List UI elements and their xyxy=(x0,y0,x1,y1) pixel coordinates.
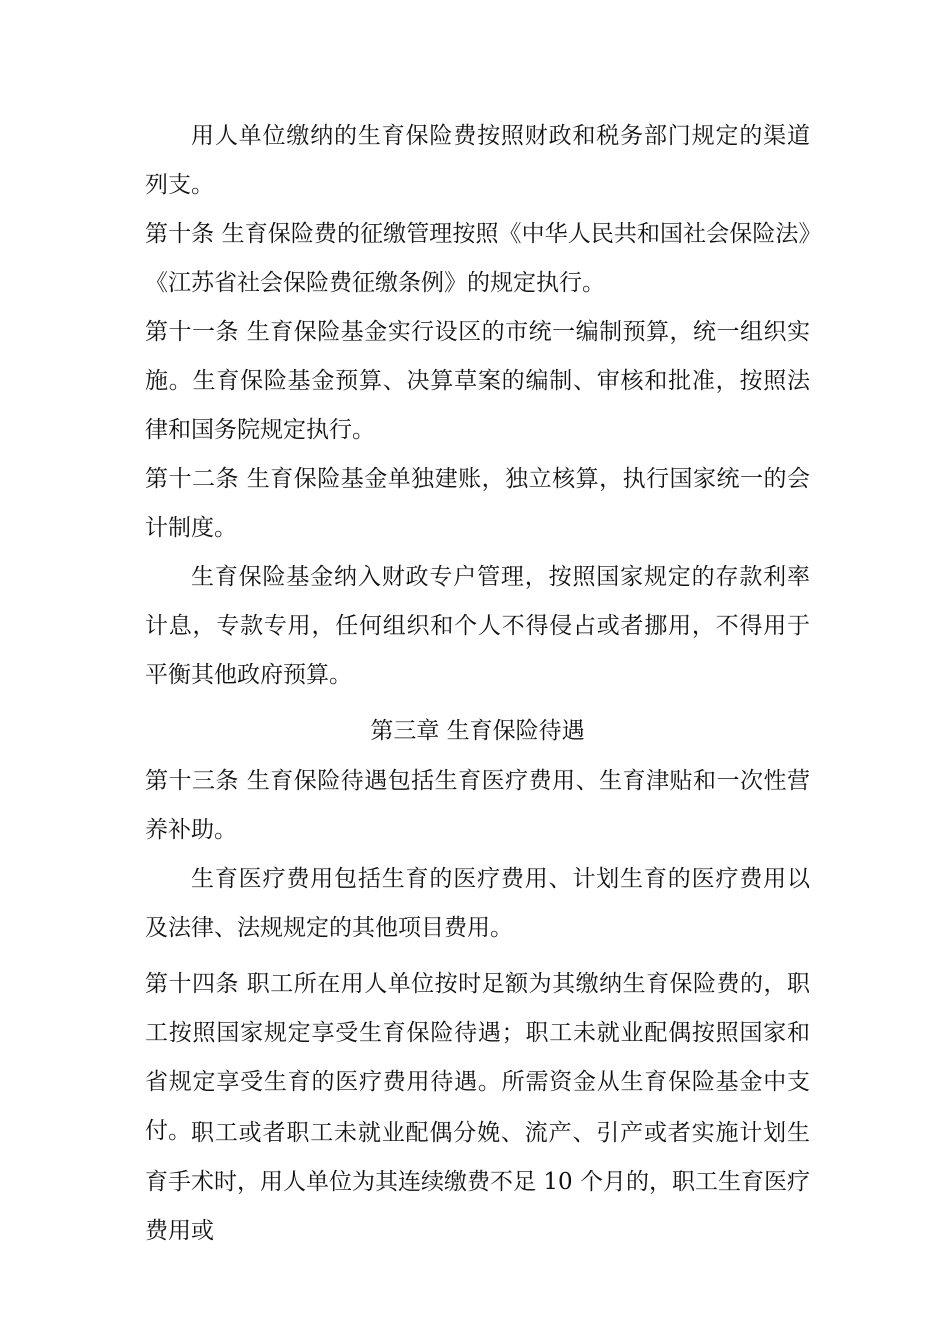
paragraph-medical-expenses: 生育医疗费用包括生育的医疗费用、计划生育的医疗费用以及法律、法规规定的其他项目费用。 xyxy=(145,866,810,941)
article-10: 第十条 生育保险费的征缴管理按照《中华人民共和国社会保险法》《江苏省社会保险费征缴条例》的规定执行。 xyxy=(145,221,810,296)
article-13: 第十三条 生育保险待遇包括生育医疗费用、生育津贴和一次性营养补助。 xyxy=(145,768,810,843)
paragraph-childbirth-surgery: 职工或者职工未就业配偶分娩、流产、引产或者实施计划生育手术时，用人单位为其连续缴费不足 10 个月的，职工生育医疗费用或 xyxy=(145,1120,810,1244)
chapter-heading: 第三章 生育保险待遇 xyxy=(370,718,585,744)
article-11: 第十一条 生育保险基金实行设区的市统一编制预算，统一组织实施。生育保险基金预算、决算草案的编制、审核和批准，按照法律和国务院规定执行。 xyxy=(145,319,810,443)
paragraph-fund-management: 生育保险基金纳入财政专户管理，按照国家规定的存款利率计息，专款专用，任何组织和个人不得侵占或者挪用，不得用于平衡其他政府预算。 xyxy=(145,564,810,688)
article-12: 第十二条 生育保险基金单独建账，独立核算，执行国家统一的会计制度。 xyxy=(145,466,810,541)
paragraph-expense-channel: 用人单位缴纳的生育保险费按照财政和税务部门规定的渠道列支。 xyxy=(145,123,810,198)
article-14: 第十四条 职工所在用人单位按时足额为其缴纳生育保险费的，职工按照国家规定享受生育保险待遇；职工未就业配偶按照国家和省规定享受生育的医疗费用待遇。所需资金从生育保险基金中支付。 xyxy=(145,971,810,1144)
